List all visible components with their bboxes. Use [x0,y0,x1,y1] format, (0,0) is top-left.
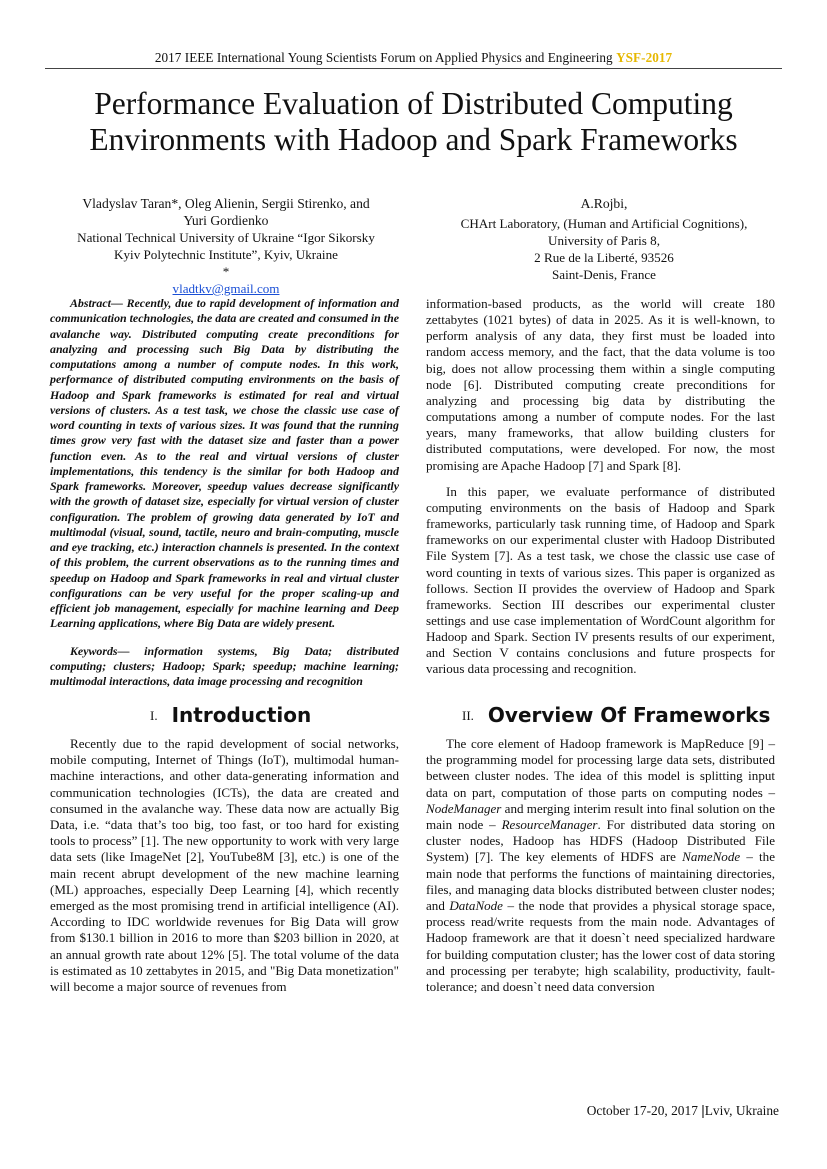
intro-continued-paragraph: information-based products, as the world will create 180 zettabytes (1021 bytes) of data in 2025. As it is well-known, to perform analysis of any data, they first must be loaded into random access memory, and the fact, that the data volume is too big, does not allow processing them within a single computing node [6]. Distributed computing create preconditions for analyzing and processing big data by distributing the computations among a number of compute nodes. For the last years, many frameworks, that allow building clusters for distributed computations, were developed. For now, the most promising are Apache Hadoop [7] and Spark [8]. [426,296,775,473]
title-line-2: Environments with Hadoop and Spark Frameworks [89,122,738,157]
affiliation-line-1: National Technical University of Ukraine “Igor Sikorsky [77,230,375,245]
paper-title [40,86,787,158]
term-resourcemanager: ResourceManager [501,817,598,833]
section-heading-introduction [150,703,311,727]
term-nodemanager: NodeManager [426,800,502,816]
introduction-body [50,736,399,995]
text-run: – the main node that performs the functions of maintaining directories, files, and managing data blocks distributed between cluster nodes; and [426,849,775,914]
authors-right [420,195,788,283]
author-names-line-2: Yuri Gordienko [183,213,269,228]
section-number: II. [462,708,474,723]
author-names-line-1: Vladyslav Taran*, Oleg Alienin, Sergii Stirenko, and [82,196,370,211]
paper-outline-paragraph: In this paper, we evaluate performance of distributed computing environments on the basis of Hadoop and Spark frameworks, particularly task running time, of Hadoop and Spark frameworks on our experimental cluster with Hadoop Distributed File System [7]. As a test task, we chose the classic use case of word counting in texts of various sizes. This paper is organized as follows. Section II provides the overview of Hadoop and Spark frameworks. Section III describes our experimental cluster settings and use case implementation of WordCount algorithm for Hadoop and Spark. Section IV presents results of our experiment, and Section V contains conclusions and future prospects for various data processing and recognition. [426,483,775,677]
frameworks-body [426,736,775,995]
affiliation-line-2: Kyiv Polytechnic Institute”, Kyiv, Ukraine [114,247,338,262]
title-line-1: Performance Evaluation of Distributed Computing [94,86,733,121]
introduction-paragraph: Recently due to the rapid development of social networks, mobile computing, Internet of Things (IoT), multimodal human-machine interactions, and other data-generating information and communication technologies (ICTs), the data are created and consumed in the avalanche way. These data now are actually Big Data, i.e. “data that’s too big, too fast, or too hard for existing tools to process” [1]. The new opportunity to work with very large data sets (like ImageNet [2], YouTube8M [3], etc.) is one of the main recent abrupt development of the new machine learning (ML) approaches, especially Deep Learning [4], which recently emerged as the most promising trend in artificial intelligence (AI). According to IDC worldwide revenues for Big Data will grow from $130.1 billion in 2016 to more than $203 billion in 2020, at an annual growth rate about 12% [5]. The total volume of the data is estimated as 10 zettabytes in 2015, and "Big Data monetization" will become a major source of revenues from [50,736,399,995]
header-rule [45,68,782,69]
running-header [0,50,827,66]
affiliation-right-line-1: CHArt Laboratory, (Human and Artificial Cognitions), [460,216,748,231]
abstract: Abstract— Recently, due to rapid development of information and communication technologies, the data are created and consumed in the avalanche way. Distributed computing create preconditions for analyzing and processing such Big Data by distributing the computations among a number of compute nodes. In this work, performance of distributed computing environments on the basis of Hadoop and Spark frameworks is estimated for real and virtual versions of clusters. As a test task, we chose the classic use case of word counting in texts of various sizes. It was found that the running times grow very fast with the dataset size and faster than a power function even. As to the real and virtual versions of cluster implementations, this tendency is the similar for both Hadoop and Spark frameworks. Moreover, speedup values decrease significantly with the growth of dataset size, especially for virtual version of cluster configuration. The problem of growing data generated by IoT and multimodal (visual, sound, tactile, neuro and brain-computing, muscle and eye tracking, etc.) interaction channels is presented. In the context of this problem, the current observations as to the running times and speedup on Hadoop and Spark frameworks in real and virtual cluster configurations can be very useful for the proper scaling-up and efficient job management, especially for machine learning and Deep Learning applications, where Big Data are widely present. [50,296,399,631]
email-star: * [222,264,230,279]
section-title: Introduction [171,703,312,727]
text-run: The core element of Hadoop framework is MapReduce [9] – the programming model for processing large data sets, distributed between cluster nodes. The idea of this model is splitting input data on part, computation of those parts on computing nodes – [426,736,775,800]
affiliation-right-line-3: 2 Rue de la Liberté, 93526 [534,250,674,265]
keywords: Keywords— information systems, Big Data; distributed computing; clusters; Hadoop; Spark; speedup; machine learning; multimodal interactions, data image processing and recognition [50,643,399,688]
term-namenode: NameNode [682,849,741,865]
author-name-right: A.Rojbi, [580,196,628,211]
term-datanode: DataNode [449,898,503,914]
affiliation-right-line-2: University of Paris 8, [547,233,660,248]
page-footer [587,1103,779,1119]
footer-place: Lviv, Ukraine [704,1103,779,1118]
conference-tag: YSF-2017 [616,50,673,65]
affiliation-right-line-4: Saint-Denis, France [552,267,656,282]
frameworks-paragraph [426,736,775,995]
text-run: – the node that provides a physical storage space, process read/write requests from the main node. Advantages of Hadoop framework are that it doesn`t need specialized hardware for building computation cluster; has the lower cost of data storing and processing per terabyte; high scalability, productivity, fault-tolerance; and doesn`t need data conversion [426,898,775,995]
footer-date: October 17-20, 2017 [586,1103,698,1118]
section-heading-overview [462,703,770,727]
author-email-link[interactable]: vladtkv@gmail.com [172,281,280,296]
section-number: I. [150,708,158,723]
text-run: . For distributed data storing on cluster nodes, Hadoop has HDFS (Hadoop Distributed File System) [7]. The key elements of HDFS are [426,817,775,865]
footer-separator: | [701,1103,705,1118]
text-run: and merging interim result into final solution on the main node – [426,800,775,833]
conference-name: 2017 IEEE International Young Scientists Forum on Applied Physics and Engineering [154,50,613,65]
left-column-front [50,296,399,689]
authors-left [48,195,404,297]
section-title: Overview Of Frameworks [487,703,771,727]
right-column-front [426,296,775,678]
email-line [48,263,404,297]
